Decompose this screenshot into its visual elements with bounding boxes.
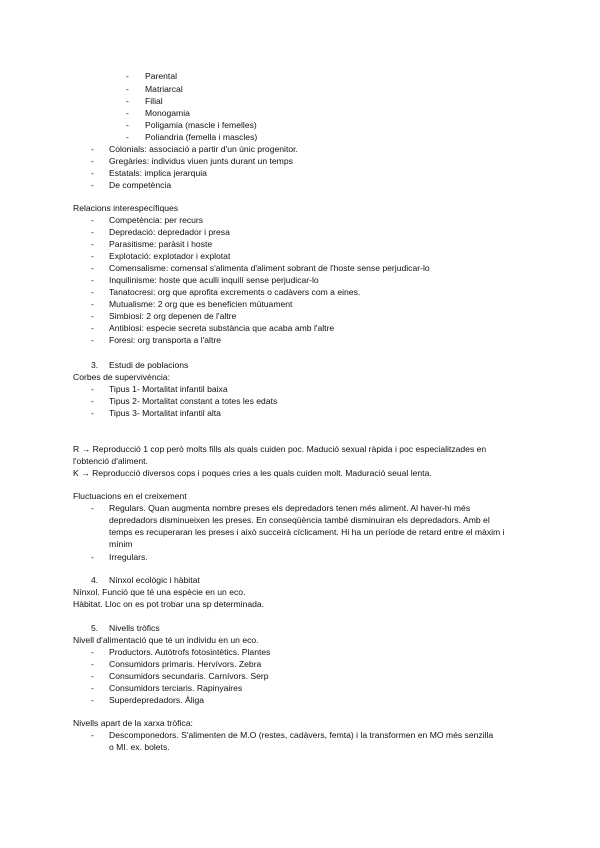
list-item: Tanatocresi: org que aprofita excrements o cadàvers com a eines. <box>109 287 361 297</box>
section-heading: Nivells apart de la xarxa tròfica: <box>73 718 193 728</box>
list-bullet: - <box>91 215 94 225</box>
list-bullet: - <box>91 263 94 273</box>
list-bullet: - <box>91 671 94 681</box>
list-item: Consumidors secundaris. Carnívors. Serp <box>109 671 269 681</box>
list-bullet: - <box>91 695 94 705</box>
list-bullet: - <box>126 84 129 94</box>
list-item-irregulars: Irregulars. <box>109 552 148 562</box>
list-item: Consumidors primaris. Hervívors. Zebra <box>109 659 262 669</box>
list-bullet: - <box>91 503 94 513</box>
paragraph-r-strategy-cont: l'obtenció d'aliment. <box>73 456 148 466</box>
list-item: Poliandria (femella i mascles) <box>145 132 258 142</box>
section-heading: Relacions interespecífiques <box>73 203 179 213</box>
list-bullet: - <box>91 168 94 178</box>
list-bullet: - <box>91 275 94 285</box>
definition-habitat: Hàbitat. Lloc on es pot trobar una sp determinada. <box>73 599 265 609</box>
list-item: Poligamia (mascle i femelles) <box>145 120 257 130</box>
list-item: Tipus 1- Mortalitat infantil baixa <box>109 384 228 394</box>
list-item-regulars-cont: mínim <box>109 539 133 549</box>
list-item-regulars: Regulars. Quan augmenta nombre preses els depredadors tenen més aliment. Al haver-hi més <box>109 503 471 513</box>
list-item: Consumidors terciaris. Rapinyaires <box>109 683 243 693</box>
list-bullet: - <box>91 730 94 740</box>
list-bullet: - <box>91 156 94 166</box>
list-bullet: - <box>91 552 94 562</box>
list-bullet: - <box>91 180 94 190</box>
list-item: Filial <box>145 96 163 106</box>
list-item: Tipus 2- Mortalitat constant a totes les edats <box>109 396 278 406</box>
list-bullet: - <box>91 287 94 297</box>
list-item: Depredació: depredador i presa <box>109 227 230 237</box>
list-bullet: - <box>91 335 94 345</box>
list-item: De competència <box>109 180 172 190</box>
section-title: Nínxol ecològic i hàbitat <box>109 575 200 585</box>
list-item: Parasitisme: paràsit i hoste <box>109 239 213 249</box>
list-bullet: - <box>126 132 129 142</box>
list-item-regulars-cont: temps es recuperaran les preses i això succeirà cíclicament. Hi ha un període de retard entre el màxim i <box>109 527 505 537</box>
definition-ninxol: Nínxol. Funció que té una espècie en un eco. <box>73 587 246 597</box>
list-bullet: - <box>91 311 94 321</box>
list-bullet: - <box>91 227 94 237</box>
list-item: Mutualisme: 2 org que es beneficien mútuament <box>109 299 293 309</box>
section-heading: Fluctuacions en el creixement <box>73 491 187 501</box>
section-title: Nivells tròfics <box>109 623 160 633</box>
list-bullet: - <box>91 659 94 669</box>
section-number: 5. <box>91 623 99 633</box>
list-bullet: - <box>126 71 129 81</box>
list-item: Simbiosi: 2 org depenen de l'altre <box>109 311 237 321</box>
list-item: Productors. Autòtrofs fotosintètics. Plantes <box>109 647 271 657</box>
section-number: 4. <box>91 575 99 585</box>
list-bullet: - <box>91 144 94 154</box>
paragraph-intro: Nivell d'alimentació que té un individu en un eco. <box>73 635 259 645</box>
list-item-descomponedors-cont: o MI. ex. bolets. <box>109 742 170 752</box>
list-item-descomponedors: Descomponedors. S'alimenten de M.O (restes, cadàvers, femta) i la transformen en MO més senzilla <box>109 730 494 740</box>
list-item: Explotació: explotador i explotat <box>109 251 231 261</box>
list-bullet: - <box>91 323 94 333</box>
list-item: Estatals: implica jerarquia <box>109 168 207 178</box>
list-bullet: - <box>126 96 129 106</box>
list-item: Colonials: associació a partir d'un únic progenitor. <box>109 144 298 154</box>
list-bullet: - <box>91 239 94 249</box>
paragraph-r-strategy: R → Reproducció 1 cop però molts fills als quals cuiden poc. Madució sexual ràpida i poc especialitzades en <box>73 444 487 454</box>
list-item: Tipus 3- Mortalitat infantil alta <box>109 408 221 418</box>
list-item: Parental <box>145 71 178 81</box>
list-bullet: - <box>91 408 94 418</box>
list-item: Monogamia <box>145 108 190 118</box>
list-bullet: - <box>91 251 94 261</box>
section-title: Estudi de poblacions <box>109 360 189 370</box>
list-item: Foresi: org transporta a l'altre <box>109 335 221 345</box>
list-bullet: - <box>126 108 129 118</box>
list-item: Inquilinisme: hoste que aculli inquilí sense perjudicar-lo <box>109 275 319 285</box>
list-bullet: - <box>91 396 94 406</box>
list-item: Matriarcal <box>145 84 183 94</box>
list-bullet: - <box>91 299 94 309</box>
list-bullet: - <box>126 120 129 130</box>
subheading: Corbes de supervivència: <box>73 372 170 382</box>
paragraph-k-strategy: K → Reproducció diversos cops i poques cries a les quals cuiden molt. Maduració seual lenta. <box>73 468 432 478</box>
list-bullet: - <box>91 683 94 693</box>
list-item: Competència: per recurs <box>109 215 204 225</box>
list-bullet: - <box>91 647 94 657</box>
list-item: Superdepredadors. Àliga <box>109 695 205 705</box>
list-item-regulars-cont: depredadors disminueixen les preses. En conseqüència també disminuiran els depredadors. Amb el <box>109 515 490 525</box>
list-item: Comensalisme: comensal s'alimenta d'aliment sobrant de l'hoste sense perjudicar-lo <box>109 263 430 273</box>
list-item: Gregàries: individus viuen junts durant un temps <box>109 156 293 166</box>
list-item: Antibiosi: especie secreta substància que acaba amb l'altre <box>109 323 335 333</box>
section-number: 3. <box>91 360 99 370</box>
list-bullet: - <box>91 384 94 394</box>
